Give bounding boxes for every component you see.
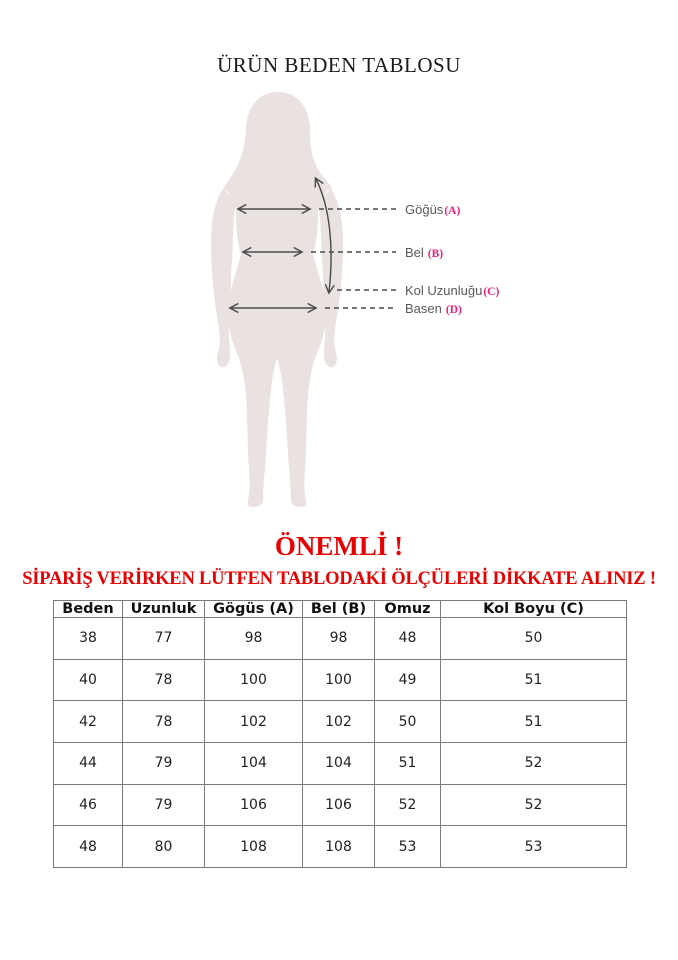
table-cell: 51 [375, 742, 441, 784]
column-header: Kol Boyu (C) [441, 601, 627, 618]
table-cell: 77 [123, 618, 205, 660]
table-cell: 106 [205, 784, 303, 826]
table-cell: 52 [441, 784, 627, 826]
table-row [54, 618, 627, 660]
table-cell: 102 [303, 701, 375, 743]
table-cell: 40 [54, 659, 123, 701]
table-cell: 42 [54, 701, 123, 743]
table-cell: 48 [375, 618, 441, 660]
table-cell: 104 [303, 742, 375, 784]
table-cell: 38 [54, 618, 123, 660]
table-cell: 52 [441, 742, 627, 784]
hip-label: Basen (D) [405, 301, 462, 316]
order-warning-text: SİPARİŞ VERİRKEN LÜTFEN TABLODAKİ ÖLÇÜLERİ DİKKATE ALINIZ ! [22, 569, 656, 589]
column-header: Omuz [375, 601, 441, 618]
size-table-header-row [54, 601, 627, 618]
table-cell: 79 [123, 742, 205, 784]
sleeve-length-label: Kol Uzunluğu(C) [405, 283, 500, 298]
table-cell: 50 [375, 701, 441, 743]
table-row [54, 742, 627, 784]
column-header: Bel (B) [303, 601, 375, 618]
table-cell: 98 [303, 618, 375, 660]
table-cell: 79 [123, 784, 205, 826]
table-cell: 46 [54, 784, 123, 826]
table-cell: 50 [441, 618, 627, 660]
table-row [54, 826, 627, 868]
table-cell: 51 [441, 701, 627, 743]
column-header: Gögüs (A) [205, 601, 303, 618]
table-row [54, 659, 627, 701]
table-cell: 100 [303, 659, 375, 701]
table-cell: 53 [375, 826, 441, 868]
table-cell: 104 [205, 742, 303, 784]
table-cell: 51 [441, 659, 627, 701]
table-cell: 52 [375, 784, 441, 826]
size-table-body [54, 618, 627, 868]
table-cell: 108 [303, 826, 375, 868]
table-cell: 53 [441, 826, 627, 868]
table-row [54, 701, 627, 743]
size-table [53, 600, 627, 868]
waist-label: Bel (B) [405, 245, 444, 260]
table-cell: 100 [205, 659, 303, 701]
important-heading: ÖNEMLİ ! [274, 531, 404, 561]
table-cell: 49 [375, 659, 441, 701]
table-cell: 44 [54, 742, 123, 784]
table-cell: 102 [205, 701, 303, 743]
page-title: ÜRÜN BEDEN TABLOSU [217, 53, 461, 77]
table-cell: 48 [54, 826, 123, 868]
table-cell: 78 [123, 701, 205, 743]
female-silhouette-graphic [211, 92, 343, 507]
table-cell: 106 [303, 784, 375, 826]
table-cell: 78 [123, 659, 205, 701]
table-row [54, 784, 627, 826]
column-header: Uzunluk [123, 601, 205, 618]
table-cell: 98 [205, 618, 303, 660]
column-header: Beden [54, 601, 123, 618]
chest-label: Göğüs(A) [405, 202, 461, 217]
table-cell: 80 [123, 826, 205, 868]
table-cell: 108 [205, 826, 303, 868]
